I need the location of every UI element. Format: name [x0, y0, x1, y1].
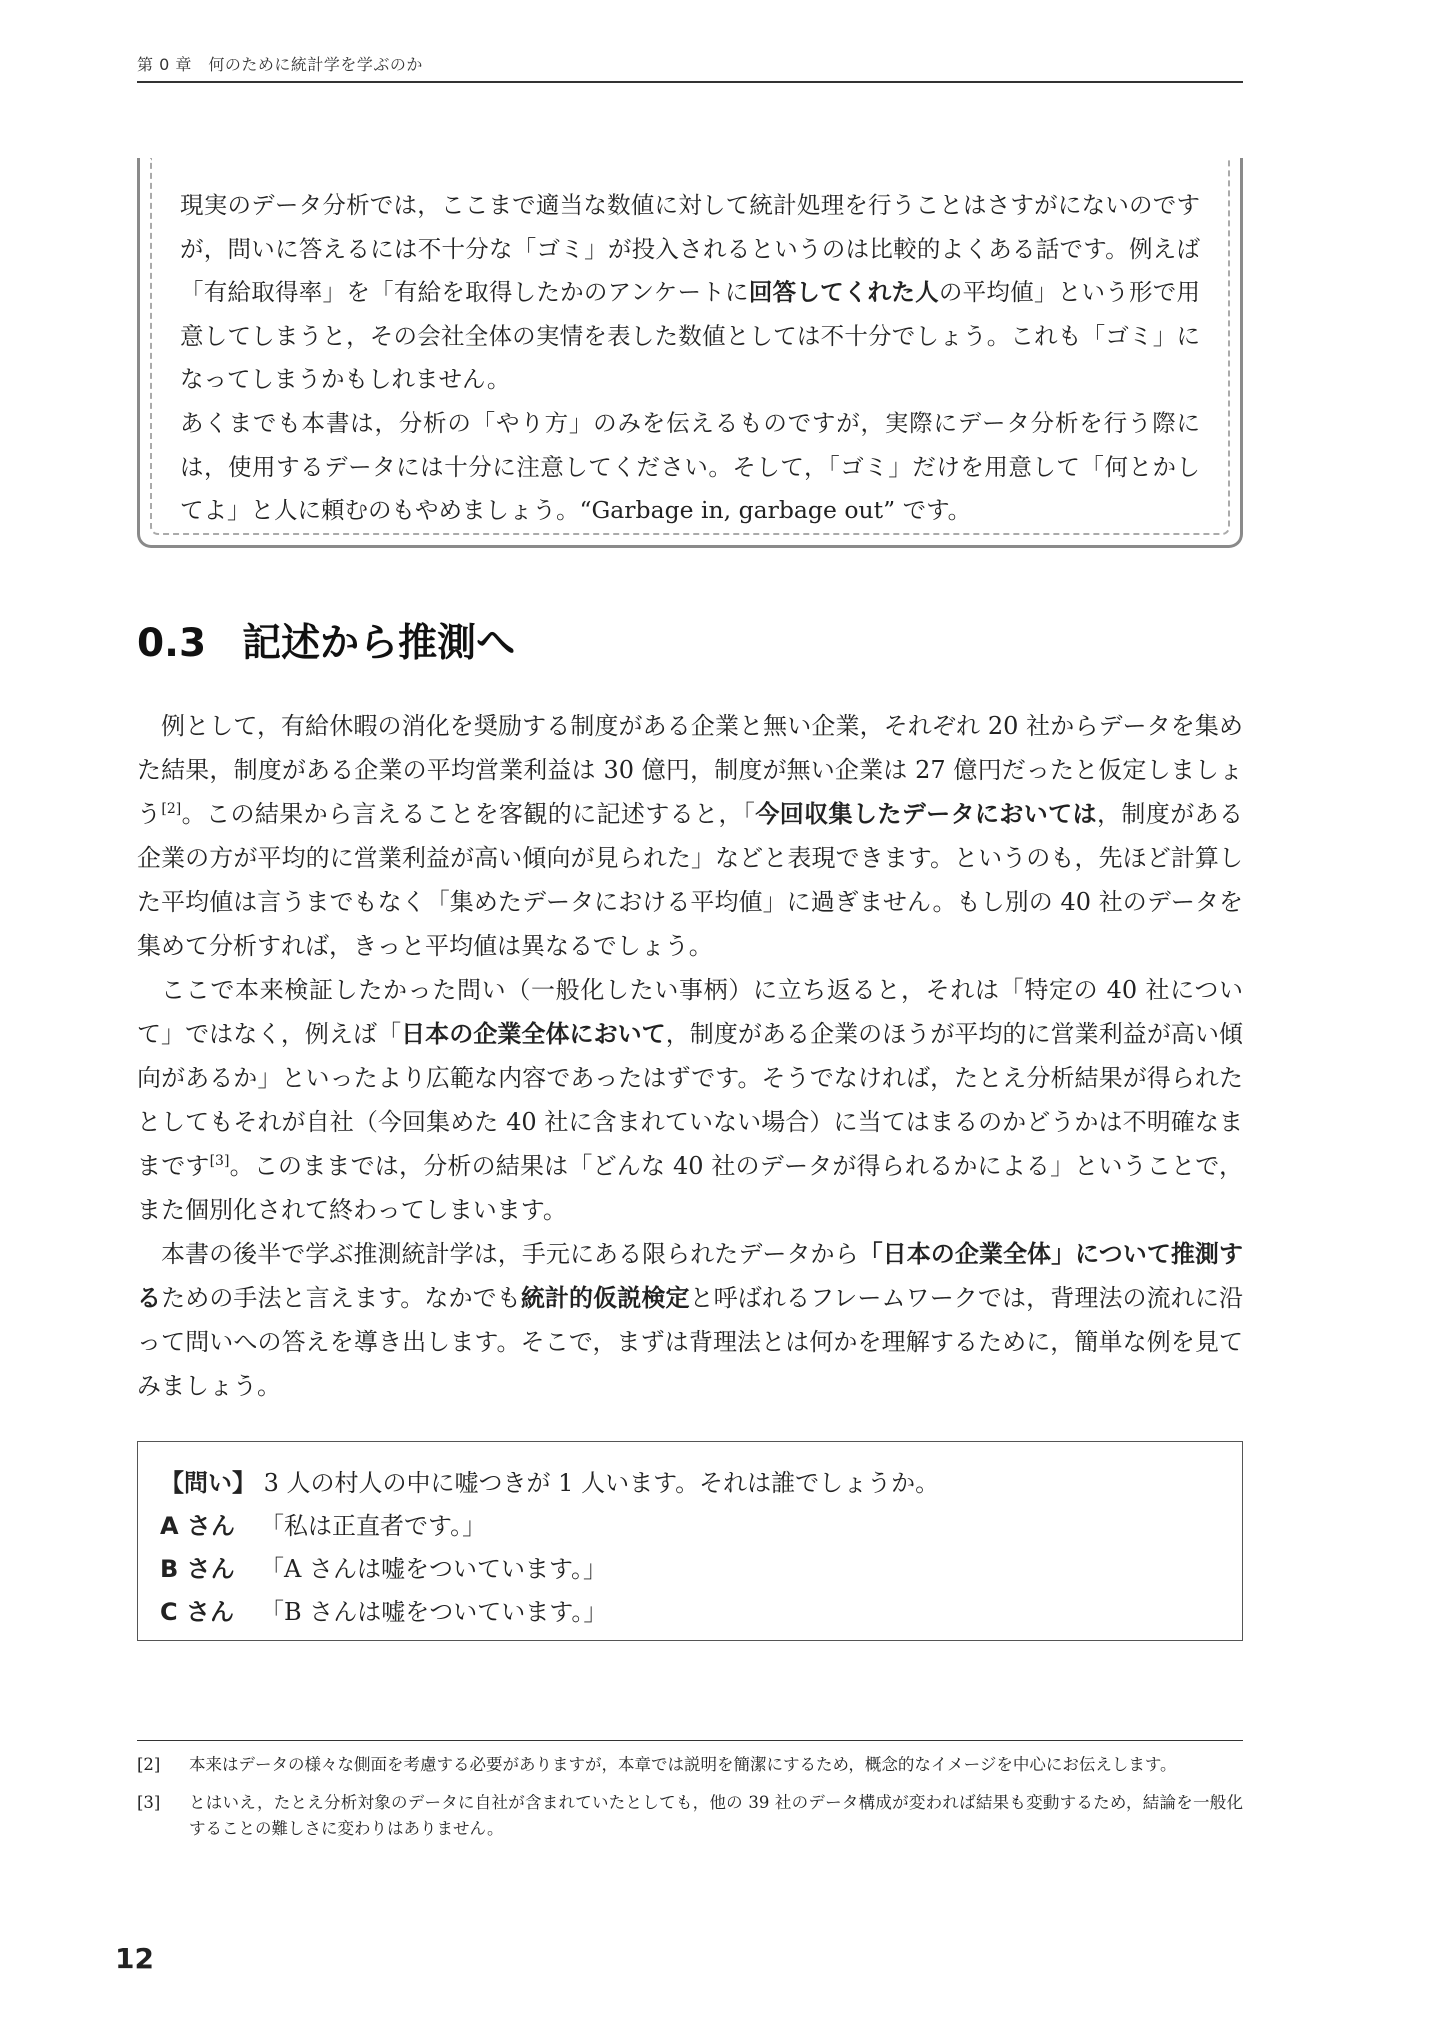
footnote-mark: [2] — [137, 1755, 161, 1774]
footnote-ref-2[interactable]: [2] — [161, 801, 182, 817]
page-number: 12 — [115, 1942, 154, 1975]
puzzle-question — [160, 1462, 1242, 1505]
question-text: 3 人の村人の中に嘘つきが 1 人います。それは誰でしょうか。 — [263, 1469, 940, 1497]
footnote-ref-3[interactable]: [3] — [209, 1153, 230, 1169]
body-paragraph-1 — [137, 704, 1243, 968]
villager-label: B さん — [160, 1555, 235, 1583]
running-head: 第 0 章 何のために統計学を学ぶのか — [137, 52, 1243, 83]
bold-text: 今回収集したデータにおいては — [755, 800, 1097, 828]
footnote-divider — [137, 1740, 1243, 1741]
body-paragraph-2 — [137, 968, 1243, 1232]
text: ，制度がある企業の方が平均的に営業利益が高い傾向が見られた」などと表現できます。というのも，先ほど計算した平均値は言うまでもなく「集めたデータにおける平均値」に過ぎません。もし別の 40 社のデータを集めて分析すれば，きっと平均値は異なるでしょう。 — [137, 800, 1244, 960]
puzzle-row-a — [160, 1505, 1242, 1548]
text: と呼ばれるフレームワークでは，背理法の流れに沿って問いへの答えを導き出します。そこで，まずは背理法とは何かを理解するために，簡単な例を見てみましょう。 — [137, 1284, 1243, 1400]
section-title — [137, 612, 515, 668]
note-text-end: の平均値」という形で用意してしまうと，その会社全体の実情を表した数値としては不十分でしょう。これも「ゴミ」になってしまうかもしれません。 — [180, 278, 1201, 394]
villager-statement: 「B さんは嘘をついています。」 — [260, 1598, 608, 1626]
text: 。このままでは，分析の結果は「どんな 40 社のデータが得られるかによる」ということで，また個別化されて終わってしまいます。 — [137, 1152, 1243, 1224]
text: 例として，有給休暇の消化を奨励する制度がある企業と無い企業，それぞれ 20 社からデータを集めた結果，制度がある企業の平均営業利益は 30 億円，制度が無い企業は 27 億円だったと仮定しましょう — [137, 712, 1243, 828]
section-title-text: 記述から推測へ — [242, 621, 516, 666]
puzzle-row-b — [160, 1548, 1242, 1591]
section-number: 0.3 — [137, 621, 207, 666]
text: ための手法と言えます。なかでも — [161, 1284, 521, 1312]
villager-label: A さん — [160, 1512, 235, 1540]
note-bold-text: 回答してくれた人 — [748, 278, 939, 307]
text: ，制度がある企業のほうが平均的に営業利益が高い傾向があるか」といったより広範な内容であったはずです。そうでなければ，たとえ分析結果が得られたとしてもそれが自社（今回集めた 40 社に含まれていない場合）に当てはまるのかどうかは不明確なままです — [137, 1020, 1243, 1180]
text: 。この結果から言えることを客観的に記述すると，「 — [181, 800, 756, 828]
note-box — [137, 158, 1243, 548]
note-paragraph-2: あくまでも本書は，分析の「やり方」のみを伝えるものですが，実際にデータ分析を行う際には，使用するデータには十分に注意してください。そして，「ゴミ」だけを用意して「何とかしてよ」と人に頼むのもやめましょう。“Garbage in, garbage out” です。 — [180, 408, 1200, 525]
footnote-3 — [137, 1790, 1243, 1842]
footnote-text: とはいえ，たとえ分析対象のデータに自社が含まれていたとしても，他の 39 社のデータ構成が変われば結果も変動するため，結論を一般化することの難しさに変わりはありません。 — [189, 1793, 1243, 1838]
villager-label: C さん — [160, 1598, 234, 1626]
text: 本書の後半で学ぶ推測統計学は，手元にある限られたデータから — [161, 1240, 859, 1268]
note-text: 現実のデータ分析では，ここまで適当な数値に対して統計処理を行うことはさすがにないのですが，問いに答えるには不十分な「ゴミ」が投入されるというのは比較的よくある話です。例えば「有給取得率」を「有給を取得したかのアンケートに — [180, 191, 1200, 307]
bold-text: 「日本の企業全体」について推測する — [137, 1240, 1243, 1312]
body-text — [137, 704, 1243, 1408]
puzzle-row-c — [160, 1591, 1242, 1634]
text: ここで本来検証したかった問い（一般化したい事柄）に立ち返ると，それは「特定の 40 社について」ではなく，例えば「 — [137, 976, 1243, 1048]
footnote-mark: [3] — [137, 1793, 161, 1812]
footnote-text: 本来はデータの様々な側面を考慮する必要がありますが，本章では説明を簡潔にするため，概念的なイメージを中心にお伝えします。 — [189, 1755, 1177, 1774]
puzzle-box — [137, 1441, 1243, 1641]
bold-text: 統計的仮説検定 — [520, 1284, 690, 1312]
villager-statement: 「私は正直者です。」 — [260, 1512, 487, 1540]
footnote-2 — [137, 1752, 1243, 1778]
villager-statement: 「A さんは嘘をついています。」 — [260, 1555, 608, 1583]
note-paragraph-1 — [180, 184, 1200, 402]
footnotes — [137, 1752, 1243, 1854]
body-paragraph-3 — [137, 1232, 1243, 1408]
bold-text: 日本の企業全体において — [401, 1020, 666, 1048]
question-label: 【問い】 — [160, 1469, 256, 1497]
